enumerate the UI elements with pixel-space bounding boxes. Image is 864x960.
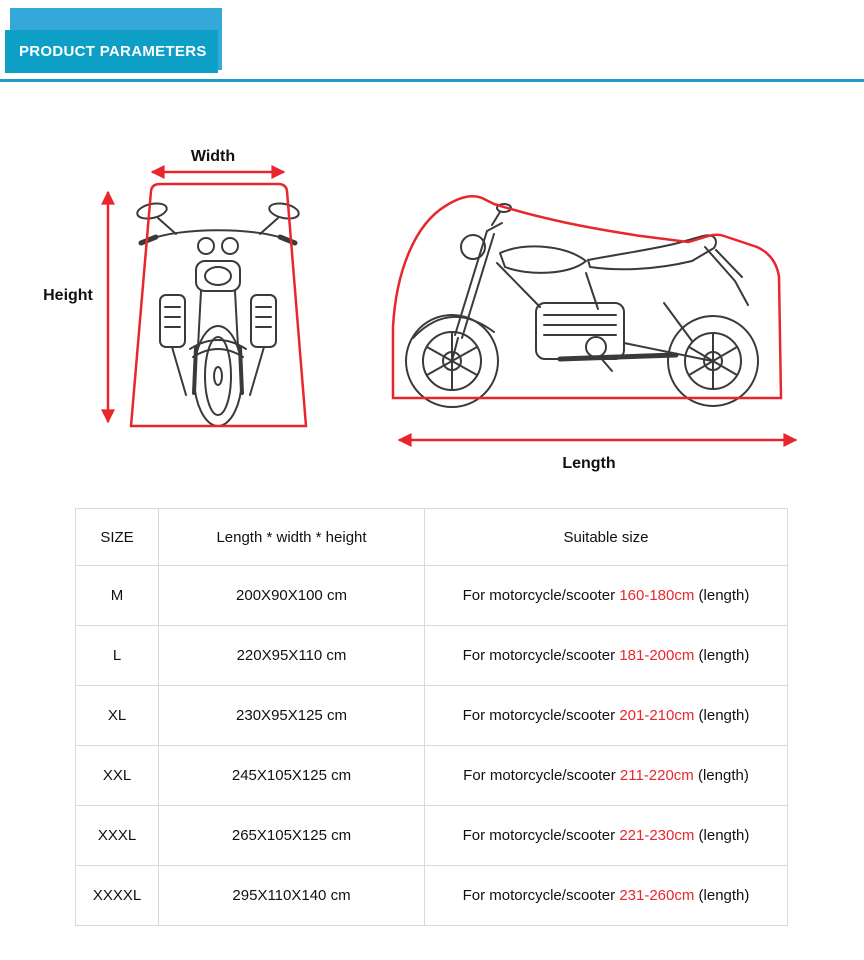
suitable-prefix: For motorcycle/scooter bbox=[462, 827, 620, 844]
motorcycle-side-view bbox=[406, 204, 758, 407]
suitable-range: 211-220cm bbox=[619, 767, 694, 784]
table-row bbox=[76, 746, 788, 806]
width-label: Width bbox=[190, 148, 236, 165]
suitable-suffix: (length) bbox=[694, 707, 750, 724]
motorcycle-front-view bbox=[136, 201, 300, 426]
table-row bbox=[76, 566, 788, 626]
suitable-prefix: For motorcycle/scooter bbox=[462, 587, 620, 604]
dimensions-cell: 265X105X125 cm bbox=[159, 806, 425, 866]
table-header-row bbox=[76, 509, 788, 566]
suitable-range: 201-210cm bbox=[619, 707, 695, 724]
dimensions-cell: 230X95X125 cm bbox=[159, 686, 425, 746]
suitable-prefix: For motorcycle/scooter bbox=[462, 887, 620, 904]
suitable-suffix: (length) bbox=[694, 827, 750, 844]
suitable-cell bbox=[425, 686, 788, 746]
page-title: PRODUCT PARAMETERS bbox=[19, 43, 207, 60]
size-cell: XXL bbox=[76, 746, 159, 806]
size-diagram bbox=[0, 95, 864, 480]
suitable-prefix: For motorcycle/scooter bbox=[463, 767, 620, 784]
header-divider bbox=[0, 79, 864, 82]
table-row bbox=[76, 866, 788, 926]
size-cell: XXXL bbox=[76, 806, 159, 866]
suitable-suffix: (length) bbox=[694, 647, 750, 664]
suitable-prefix: For motorcycle/scooter bbox=[462, 647, 620, 664]
suitable-suffix: (length) bbox=[694, 587, 750, 604]
suitable-cell bbox=[425, 806, 788, 866]
dimensions-cell: 245X105X125 cm bbox=[159, 746, 425, 806]
suitable-suffix: (length) bbox=[693, 767, 749, 784]
header-banner bbox=[5, 30, 218, 73]
dimensions-cell: 200X90X100 cm bbox=[159, 566, 425, 626]
suitable-prefix: For motorcycle/scooter bbox=[462, 707, 620, 724]
suitable-suffix: (length) bbox=[694, 887, 750, 904]
size-cell: L bbox=[76, 626, 159, 686]
suitable-range: 231-260cm bbox=[619, 887, 695, 904]
suitable-range: 160-180cm bbox=[619, 587, 695, 604]
suitable-range: 181-200cm bbox=[619, 647, 695, 664]
suitable-cell bbox=[425, 746, 788, 806]
suitable-cell bbox=[425, 866, 788, 926]
suitable-cell bbox=[425, 566, 788, 626]
table-row bbox=[76, 626, 788, 686]
column-header-size: SIZE bbox=[76, 509, 159, 566]
column-header-suitable: Suitable size bbox=[425, 509, 788, 566]
length-label: Length bbox=[562, 455, 616, 472]
size-table bbox=[75, 508, 788, 926]
size-cell: XXXXL bbox=[76, 866, 159, 926]
suitable-range: 221-230cm bbox=[619, 827, 695, 844]
suitable-cell bbox=[425, 626, 788, 686]
size-cell: M bbox=[76, 566, 159, 626]
table-row bbox=[76, 806, 788, 866]
dimensions-cell: 220X95X110 cm bbox=[159, 626, 425, 686]
front-cover-outline bbox=[131, 184, 306, 426]
column-header-dimensions: Length * width * height bbox=[159, 509, 425, 566]
table-row bbox=[76, 686, 788, 746]
size-cell: XL bbox=[76, 686, 159, 746]
height-label: Height bbox=[43, 287, 93, 304]
dimensions-cell: 295X110X140 cm bbox=[159, 866, 425, 926]
